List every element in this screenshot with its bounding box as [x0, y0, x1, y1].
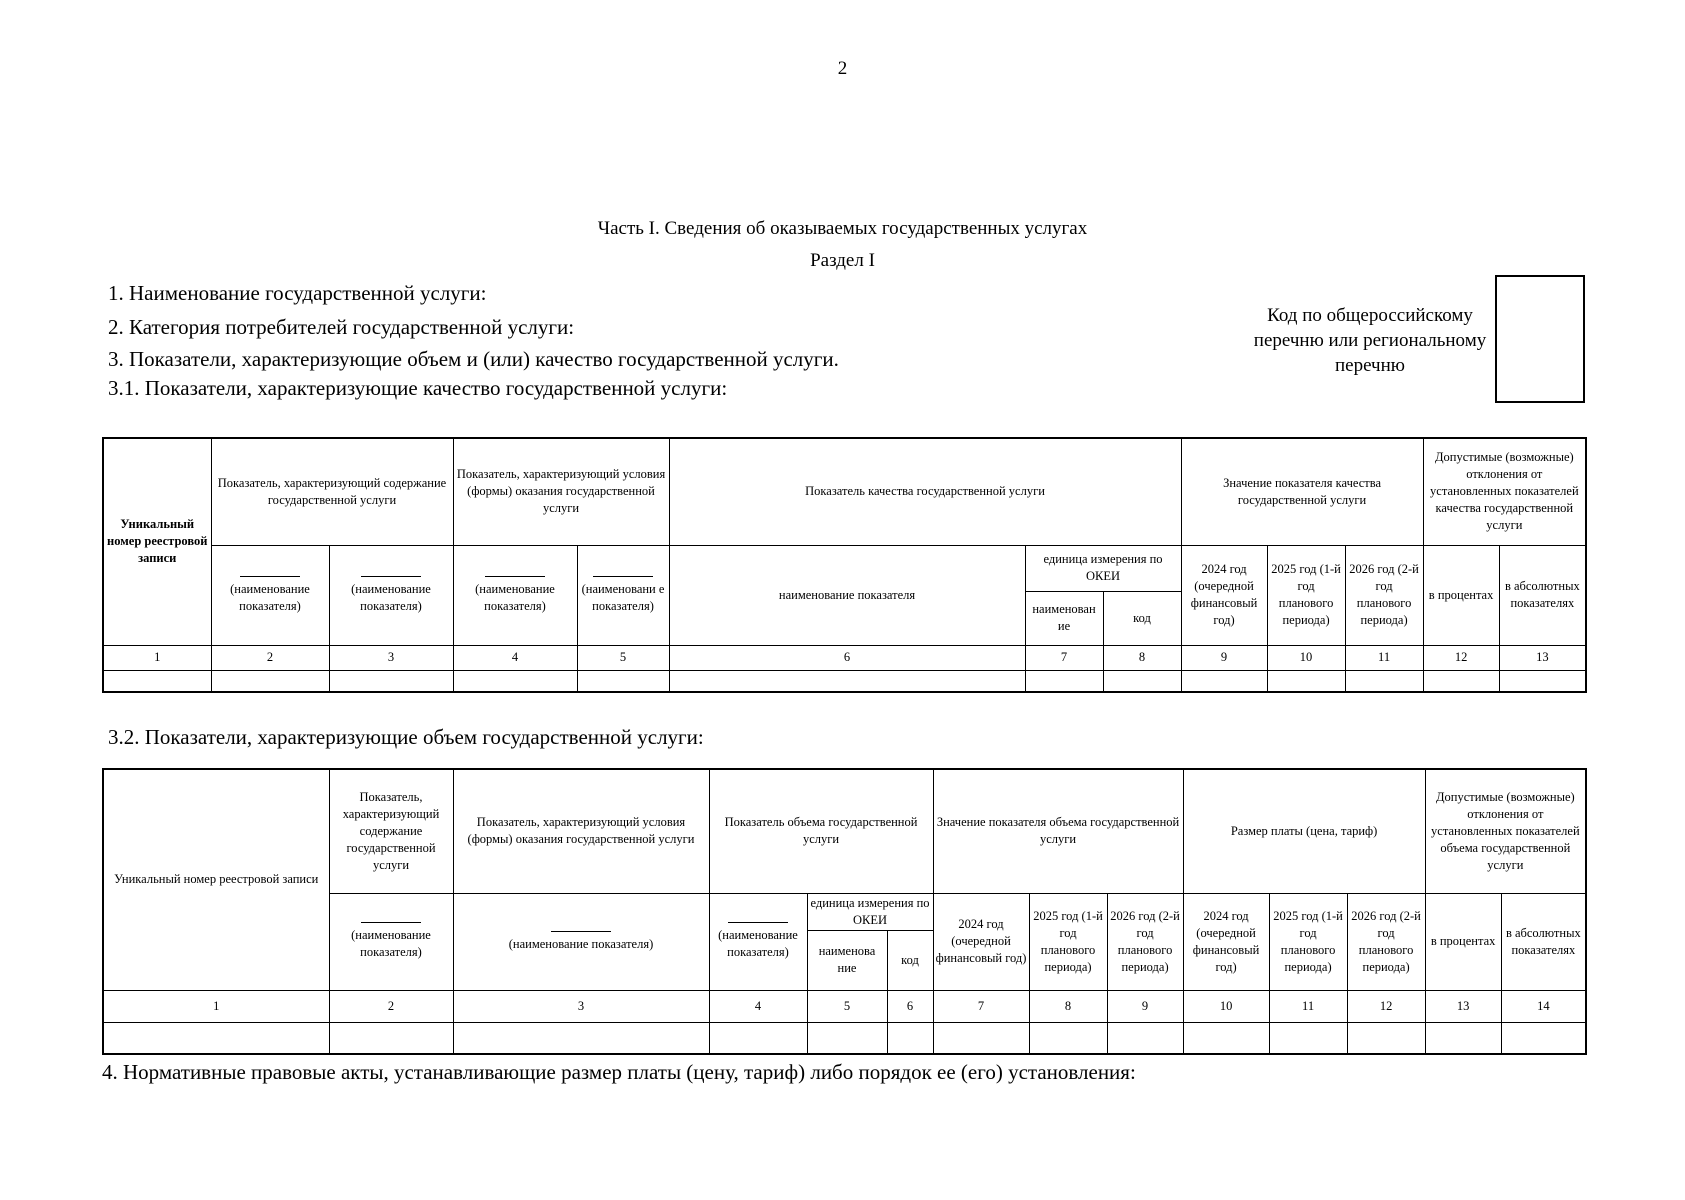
- t2-num: 9: [1107, 990, 1183, 1022]
- t2-num: 3: [453, 990, 709, 1022]
- t1-percent: в процентах: [1423, 545, 1499, 645]
- t2-fee-2024: 2024 год (очередной финансовый год): [1183, 893, 1269, 990]
- t1-number-row: [103, 645, 1586, 670]
- t2-unit-code: код: [887, 930, 933, 990]
- t1-num: 3: [329, 645, 453, 670]
- t1-y2026: 2026 год (2-й год планового периода): [1345, 545, 1423, 645]
- t1-num: 9: [1181, 645, 1267, 670]
- t1-unique-header: Уникальный номер реестровой записи: [103, 438, 211, 645]
- t2-num: 2: [329, 990, 453, 1022]
- t2-val-2024: 2024 год (очередной финансовый год): [933, 893, 1029, 990]
- t2-unit-name: наименова ние: [807, 930, 887, 990]
- t2-conditions-header: Показатель, характеризующий условия (формы) оказания государственной услуги: [453, 769, 709, 893]
- kod-box[interactable]: [1495, 275, 1585, 403]
- t2-num: 14: [1501, 990, 1586, 1022]
- item-3: 3. Показатели, характеризующие объем и (или) качество государственной услуги.: [108, 347, 839, 371]
- t1-col2: (наименование показателя): [211, 545, 329, 645]
- t1-num: 7: [1025, 645, 1103, 670]
- t1-quality-header: Показатель качества государственной услуги: [669, 438, 1181, 545]
- t1-num: 4: [453, 645, 577, 670]
- t1-ind-name: наименование показателя: [669, 545, 1025, 645]
- t2-percent: в процентах: [1425, 893, 1501, 990]
- t1-num: 10: [1267, 645, 1345, 670]
- t2-num: 13: [1425, 990, 1501, 1022]
- t2-num: 1: [103, 990, 329, 1022]
- kod-label: Код по общероссийскому перечню или региональному перечню: [1253, 305, 1487, 376]
- t2-num: 6: [887, 990, 933, 1022]
- t1-unit-code: код: [1103, 591, 1181, 645]
- t1-num: 8: [1103, 645, 1181, 670]
- t2-num: 5: [807, 990, 887, 1022]
- t2-col4: (наименование показателя): [709, 893, 807, 990]
- t2-unique-header: Уникальный номер реестровой записи: [103, 769, 329, 990]
- t2-value-header: Значение показателя объема государственной услуги: [933, 769, 1183, 893]
- t1-y2025: 2025 год (1-й год планового периода): [1267, 545, 1345, 645]
- t1-num: 12: [1423, 645, 1499, 670]
- part-title: Часть I. Сведения об оказываемых государственных услугах: [597, 218, 1088, 239]
- t2-num: 4: [709, 990, 807, 1022]
- t2-num: 8: [1029, 990, 1107, 1022]
- t1-deviation-header: Допустимые (возможные) отклонения от установленных показателей качества государственной услуги: [1423, 438, 1586, 545]
- t2-val-2026: 2026 год (2-й год планового периода): [1107, 893, 1183, 990]
- t1-empty-row[interactable]: [103, 670, 1586, 692]
- t1-unit-header: единица измерения по ОКЕИ: [1025, 545, 1181, 591]
- t2-num: 10: [1183, 990, 1269, 1022]
- t1-num: 11: [1345, 645, 1423, 670]
- t2-fee-2025: 2025 год (1-й год планового периода): [1269, 893, 1347, 990]
- volume-table: [102, 768, 1587, 1055]
- t1-num: 5: [577, 645, 669, 670]
- t2-fee-header: Размер платы (цена, тариф): [1183, 769, 1425, 893]
- item-1: 1. Наименование государственной услуги:: [108, 281, 487, 305]
- item-2: 2. Категория потребителей государственной услуги:: [108, 315, 575, 339]
- t1-absolute: в абсолютных показателях: [1499, 545, 1586, 645]
- t1-value-header: Значение показателя качества государственной услуги: [1181, 438, 1423, 545]
- t1-y2024: 2024 год (очередной финансовый год): [1181, 545, 1267, 645]
- t2-content-header: Показатель, характеризующий содержание государственной услуги: [329, 769, 453, 893]
- t2-col3: (наименование показателя): [453, 893, 709, 990]
- t1-conditions-header: Показатель, характеризующий условия (формы) оказания государственной услуги: [453, 438, 669, 545]
- page-number: 2: [837, 58, 848, 79]
- t2-num: 7: [933, 990, 1029, 1022]
- t1-num: 1: [103, 645, 211, 670]
- t2-val-2025: 2025 год (1-й год планового периода): [1029, 893, 1107, 990]
- t2-col2: (наименование показателя): [329, 893, 453, 990]
- t1-col4: (наименование показателя): [453, 545, 577, 645]
- t2-deviation-header: Допустимые (возможные) отклонения от установленных показателей объема государственной услуги: [1425, 769, 1586, 893]
- t1-num: 6: [669, 645, 1025, 670]
- t2-absolute: в абсолютных показателях: [1501, 893, 1586, 990]
- t1-num: 13: [1499, 645, 1586, 670]
- t2-number-row: [103, 990, 1586, 1022]
- t2-fee-2026: 2026 год (2-й год планового периода): [1347, 893, 1425, 990]
- t2-num: 12: [1347, 990, 1425, 1022]
- t1-unit-name: наименован ие: [1025, 591, 1103, 645]
- t1-num: 2: [211, 645, 329, 670]
- t2-volume-header: Показатель объема государственной услуги: [709, 769, 933, 893]
- t2-empty-row[interactable]: [103, 1022, 1586, 1054]
- item-3-1: 3.1. Показатели, характеризующие качество государственной услуги:: [108, 376, 728, 400]
- item-4: 4. Нормативные правовые акты, устанавливающие размер платы (цену, тариф) либо порядок ее (его) установления:: [102, 1060, 1136, 1084]
- t2-unit-header: единица измерения по ОКЕИ: [807, 893, 933, 930]
- t2-num: 11: [1269, 990, 1347, 1022]
- quality-table: [102, 437, 1587, 693]
- section-title: Раздел I: [810, 250, 875, 271]
- item-3-2: 3.2. Показатели, характеризующие объем государственной услуги:: [108, 725, 704, 749]
- t1-col3: (наименование показателя): [329, 545, 453, 645]
- t1-col5: (наименовани е показателя): [577, 545, 669, 645]
- t1-content-header: Показатель, характеризующий содержание государственной услуги: [211, 438, 453, 545]
